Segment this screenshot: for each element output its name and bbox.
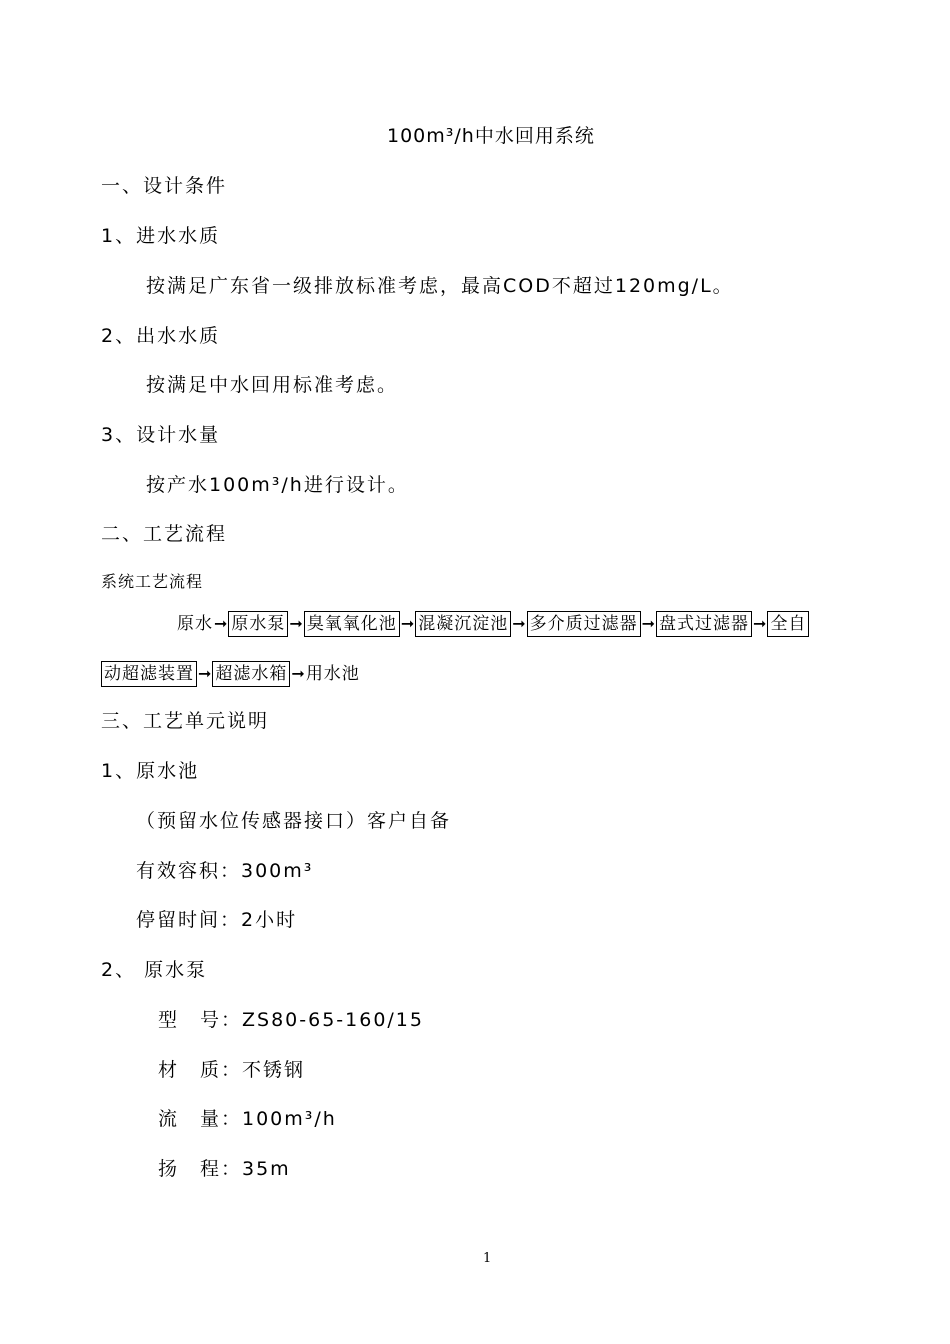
- page-number: 1: [483, 1251, 492, 1266]
- flow-arrow-icon: ➞: [400, 614, 415, 633]
- outlet-quality-text: 按满足中水回用标准考虑。: [146, 374, 399, 396]
- flow-arrow-icon: ➞: [289, 614, 303, 633]
- flow-step: 超滤水箱: [212, 661, 290, 687]
- flow-end: 用水池: [305, 664, 360, 684]
- process-flow-caption: 系统工艺流程: [101, 572, 204, 591]
- pump-head: 扬 程：35m: [158, 1158, 291, 1180]
- subheading-outlet-quality: 2、出水水质: [101, 325, 221, 347]
- subheading-inlet-quality: 1、进水水质: [101, 225, 221, 247]
- subheading-raw-water-tank: 1、原水池: [101, 760, 200, 782]
- design-capacity-text: 按产水100m³/h进行设计。: [146, 474, 409, 496]
- section-heading-process-units: 三、工艺单元说明: [101, 710, 270, 732]
- flow-step: 动超滤装置: [101, 661, 197, 687]
- flow-arrow-icon: ➞: [641, 614, 656, 633]
- flow-arrow-icon: ➞: [512, 614, 526, 633]
- flow-step: 臭氧氧化池: [304, 611, 400, 637]
- pump-flow-rate: 流 量：100m³/h: [158, 1108, 337, 1130]
- subheading-raw-water-pump: 2、 原水泵: [101, 959, 208, 981]
- inlet-quality-text: 按满足广东省一级排放标准考虑，最高COD不超过120mg/L。: [146, 275, 734, 297]
- flow-step: 盘式过滤器: [656, 611, 752, 637]
- flow-start: 原水: [177, 614, 213, 634]
- flow-arrow-icon: ➞: [198, 664, 212, 683]
- flow-step: 全自: [767, 611, 809, 637]
- flow-step: 混凝沉淀池: [415, 611, 511, 637]
- raw-water-tank-volume: 有效容积：300m³: [136, 860, 314, 882]
- flow-step: 多介质过滤器: [527, 611, 641, 637]
- flow-arrow-icon: ➞: [753, 614, 767, 633]
- section-heading-design-conditions: 一、设计条件: [101, 175, 228, 197]
- flow-arrow-icon: ➞: [291, 664, 305, 683]
- flow-arrow-icon: ➞: [214, 614, 228, 633]
- raw-water-tank-note: （预留水位传感器接口）客户自备: [136, 810, 452, 832]
- pump-model: 型 号：ZS80-65-160/15: [158, 1009, 424, 1031]
- pump-material: 材 质：不锈钢: [158, 1059, 306, 1081]
- flow-step: 原水泵: [228, 611, 288, 637]
- section-heading-process-flow: 二、工艺流程: [101, 523, 228, 545]
- process-flow-row-1: [177, 611, 809, 637]
- document-title: 100m³/h中水回用系统: [387, 125, 595, 147]
- raw-water-tank-retention: 停留时间：2小时: [136, 909, 298, 931]
- process-flow-row-2: [101, 661, 360, 687]
- subheading-design-capacity: 3、设计水量: [101, 424, 221, 446]
